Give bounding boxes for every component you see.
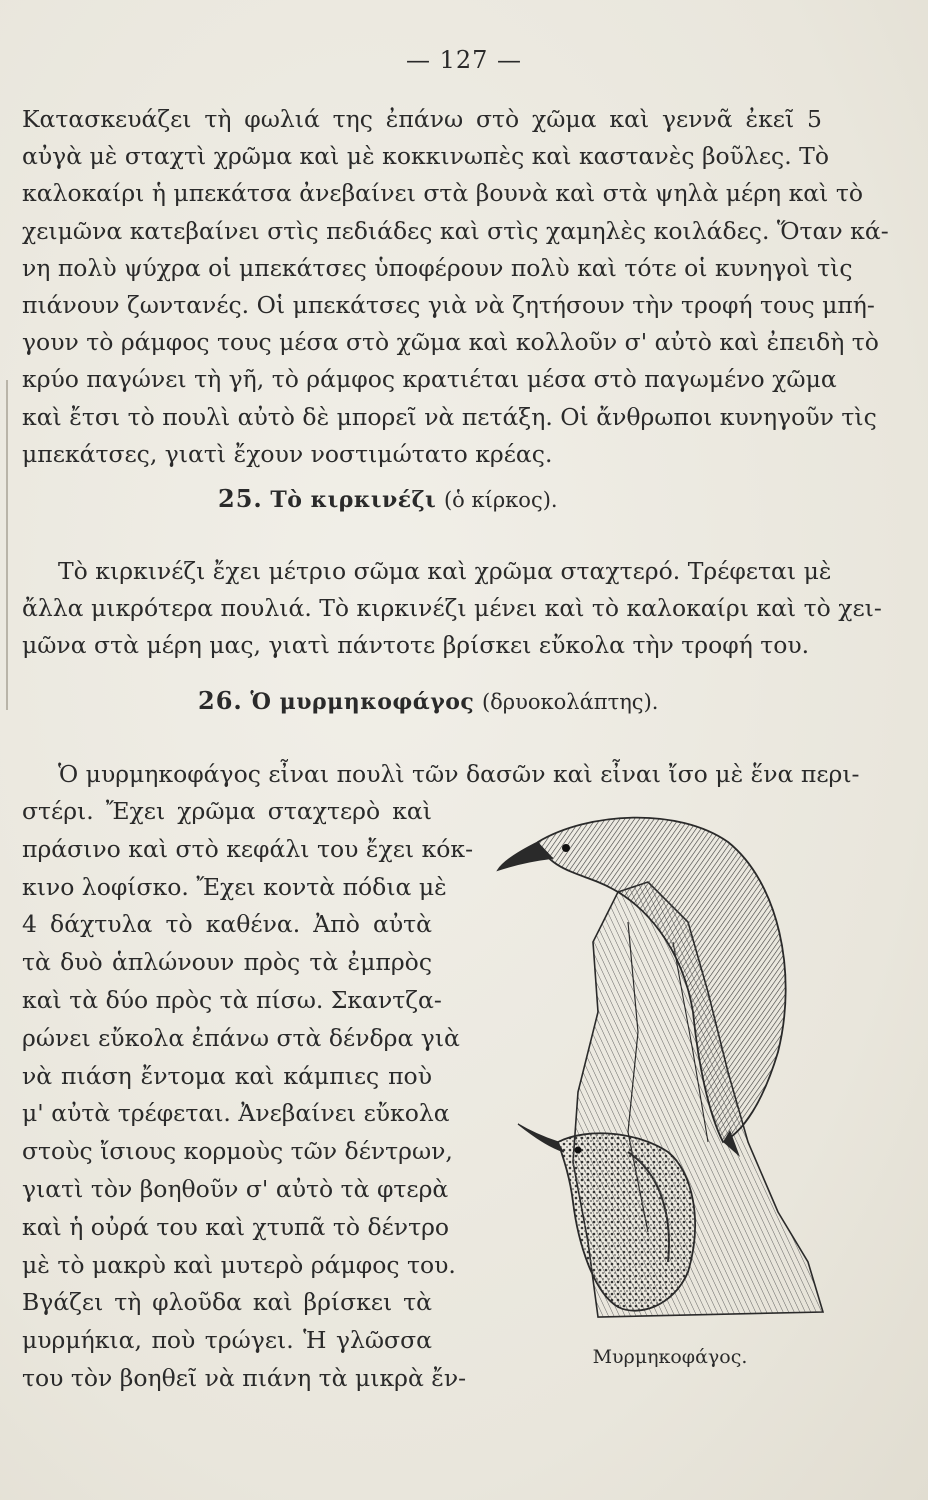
text-line: τὰ δυὸ ἁπλώνουν πρὸς τὰ ἐμπρὸς — [22, 948, 432, 977]
text-line: ἄλλα μικρότερα πουλιά. Τὸ κιρκινέζι μένει καὶ τὸ καλοκαίρι καὶ τὸ χει- — [22, 594, 882, 623]
text-line: γουν τὸ ράμφος τους μέσα στὸ χῶμα καὶ κολλοῦν σ' αὐτὸ καὶ ἐπειδὴ τὸ — [22, 328, 879, 357]
text-line: ρώνει εὔκολα ἐπάνω στὰ δένδρα γιὰ — [22, 1023, 460, 1052]
section-26-first-line: Ὁ μυρμηκοφάγος εἶναι πουλὶ τῶν δασῶν καὶ εἶναι ἴσο μὲ ἕνα περι- — [58, 760, 860, 788]
text-line: καὶ ἔτσι τὸ πουλὶ αὐτὸ δὲ μπορεῖ νὰ πετάξη. Οἱ ἄνθρωποι κυνηγοῦν τὶς — [22, 402, 877, 431]
text-line: μπεκάτσες, γιατὶ ἔχουν νοστιμώτατο κρέας. — [22, 439, 553, 468]
text-line: μυρμήκια, ποὺ τρώγει. Ἡ γλῶσσα — [22, 1326, 432, 1355]
text-line: μῶνα στὰ μέρη μας, γιατὶ πάντοτε βρίσκει εὔκολα τὴν τροφή του. — [22, 631, 810, 660]
text-line: στοὺς ἴσιους κορμοὺς τῶν δέντρων, — [22, 1137, 453, 1166]
text-line: χειμῶνα κατεβαίνει στὶς πεδιάδες καὶ στὶς χαμηλὲς κοιλάδες. Ὅταν κά- — [22, 216, 889, 245]
text-line: αὐγὰ μὲ σταχτὶ χρῶμα καὶ μὲ κοκκινωπὲς καὶ καστανὲς βοῦλες. Τὸ — [22, 142, 829, 171]
text-line: νη πολὺ ψύχρα οἱ μπεκάτσες ὑποφέρουν πολὺ καὶ τότε οἱ κυνηγοὶ τὶς — [22, 253, 853, 282]
text-line: 4 δάχτυλα τὸ καθένα. Ἀπὸ αὐτὰ — [22, 910, 432, 939]
text-line: καὶ ἡ οὐρά του καὶ χτυπᾶ τὸ δέντρο — [22, 1212, 450, 1241]
text-line: πράσινο καὶ στὸ κεφάλι του ἔχει κόκ- — [22, 834, 474, 863]
section-26-subtitle: (δρυοκολάπτης). — [481, 690, 659, 714]
text-line: μὲ τὸ μακρὺ καὶ μυτερὸ ράμφος του. — [22, 1250, 456, 1279]
text-line: Τὸ κιρκινέζι ἔχει μέτριο σῶμα καὶ χρῶμα σταχτερό. Τρέφεται μὲ — [58, 557, 832, 585]
text-line: πιάνουν ζωντανές. Οἱ μπεκάτσες γιὰ νὰ ζητήσουν τὴν τροφή τους μπή- — [22, 291, 875, 320]
woodpecker-illustration — [478, 812, 834, 1332]
figure-caption: Μυρμηκοφάγος. — [592, 1346, 748, 1368]
section-25-subtitle: (ὁ κίρκος). — [443, 488, 558, 512]
section-25-heading — [218, 484, 558, 513]
text-line: καὶ τὰ δύο πρὸς τὰ πίσω. Σκαντζα- — [22, 985, 442, 1014]
text-line: Κατασκευάζει τὴ φωλιά της ἐπάνω στὸ χῶμα καὶ γεννᾶ ἐκεῖ 5 — [22, 105, 822, 133]
text-line: γιατὶ τὸν βοηθοῦν σ' αὐτὸ τὰ φτερὰ — [22, 1174, 449, 1203]
text-line: του τὸν βοηθεῖ νὰ πιάνη τὰ μικρὰ ἔν- — [22, 1363, 467, 1392]
text-line: Βγάζει τὴ φλοῦδα καὶ βρίσκει τὰ — [22, 1288, 432, 1317]
intro-paragraph — [22, 101, 889, 473]
section-26-title: Ὁ μυρμηκοφάγος — [250, 689, 475, 715]
lower-bird — [558, 1133, 695, 1310]
page-edge-mark — [6, 380, 8, 710]
text-line: μ' αὐτὰ τρέφεται. Ἀνεβαίνει εὔκολα — [22, 1099, 450, 1128]
text-line: στέρι. Ἔχει χρῶμα σταχτερὸ καὶ — [22, 797, 432, 825]
section-26-number: 26. — [198, 686, 243, 715]
text-line: κρύο παγώνει τὴ γῆ, τὸ ράμφος κρατιέται μέσα στὸ παγωμένο χῶμα — [22, 365, 837, 394]
text-line: νὰ πιάση ἔντομα καὶ κάμπιες ποὺ — [22, 1061, 432, 1090]
text-line: κινο λοφίσκο. Ἔχει κοντὰ πόδια μὲ — [22, 872, 447, 901]
section-25-title: Τὸ κιρκινέζι — [270, 487, 437, 513]
section-25-number: 25. — [218, 484, 263, 513]
page-number: — 127 — — [405, 46, 523, 74]
section-25-paragraph — [22, 553, 882, 665]
section-26-heading — [198, 686, 658, 715]
section-26-paragraph — [22, 793, 474, 1398]
text-line: καλοκαίρι ἡ μπεκάτσα ἀνεβαίνει στὰ βουνὰ καὶ στὰ ψηλὰ μέρη καὶ τὸ — [22, 179, 863, 208]
